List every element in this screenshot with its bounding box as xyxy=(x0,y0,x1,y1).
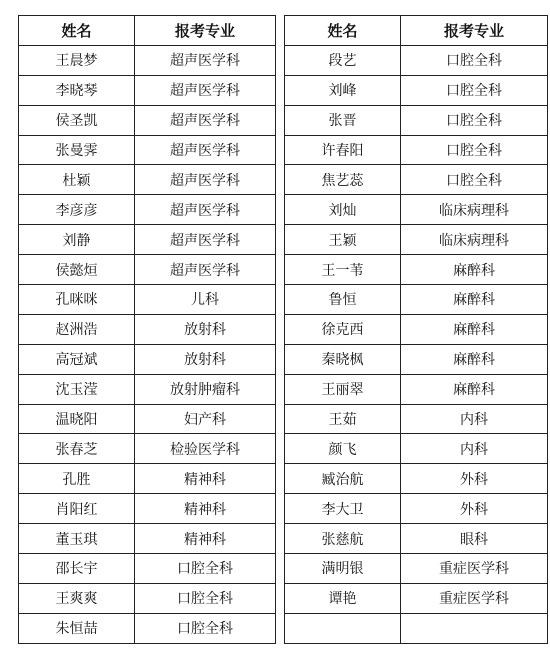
applied-major-cell: 超声医学科 xyxy=(135,105,276,135)
table-row xyxy=(285,524,548,554)
table-row xyxy=(19,165,276,195)
candidate-name-cell: 臧治航 xyxy=(285,464,401,494)
candidate-name-cell: 徐克西 xyxy=(285,314,401,344)
applied-major-cell: 检验医学科 xyxy=(135,434,276,464)
applied-major-cell: 超声医学科 xyxy=(135,75,276,105)
applied-major-cell: 口腔全科 xyxy=(401,45,548,75)
header-row xyxy=(285,16,548,46)
applied-major-cell: 口腔全科 xyxy=(401,135,548,165)
table-row xyxy=(285,255,548,285)
candidate-name-cell: 王一苇 xyxy=(285,255,401,285)
candidate-name-cell: 王颖 xyxy=(285,225,401,255)
candidate-name-cell: 秦晓枫 xyxy=(285,344,401,374)
candidate-name-cell: 李晓琴 xyxy=(19,75,135,105)
table-row xyxy=(285,105,548,135)
candidate-name-cell: 沈玉滢 xyxy=(19,374,135,404)
table-row xyxy=(285,434,548,464)
candidate-name-cell: 高冠斌 xyxy=(19,344,135,374)
table-row xyxy=(19,494,276,524)
table-row xyxy=(285,554,548,584)
table-row xyxy=(285,135,548,165)
table-row xyxy=(19,583,276,613)
applied-major-cell: 精神科 xyxy=(135,494,276,524)
applied-major-cell: 超声医学科 xyxy=(135,195,276,225)
table-row xyxy=(19,524,276,554)
table-row xyxy=(285,165,548,195)
candidate-name-cell: 肖阳红 xyxy=(19,494,135,524)
candidate-name-cell: 孔胜 xyxy=(19,464,135,494)
table-row xyxy=(19,45,276,75)
table-row xyxy=(19,195,276,225)
applied-major-cell: 临床病理科 xyxy=(401,225,548,255)
table-row xyxy=(285,583,548,613)
table-row xyxy=(19,314,276,344)
candidate-name-cell: 刘静 xyxy=(19,225,135,255)
table-row xyxy=(285,344,548,374)
applied-major-cell: 内科 xyxy=(401,404,548,434)
candidate-name-cell: 许春阳 xyxy=(285,135,401,165)
table-row xyxy=(19,135,276,165)
table-row xyxy=(285,314,548,344)
candidate-name-cell: 张曼霁 xyxy=(19,135,135,165)
table-row xyxy=(285,225,548,255)
table-row xyxy=(19,285,276,315)
candidate-name-cell xyxy=(285,613,401,643)
applied-major-cell: 放射科 xyxy=(135,314,276,344)
applied-major-cell: 超声医学科 xyxy=(135,135,276,165)
candidate-name-cell: 焦艺蕊 xyxy=(285,165,401,195)
applied-major-cell: 口腔全科 xyxy=(401,165,548,195)
header-major: 报考专业 xyxy=(401,16,548,46)
candidate-name-cell: 邵长宇 xyxy=(19,554,135,584)
applied-major-cell: 临床病理科 xyxy=(401,195,548,225)
header-row xyxy=(19,16,276,46)
right-roster-table xyxy=(284,15,548,644)
applied-major-cell: 口腔全科 xyxy=(135,613,276,643)
table-row xyxy=(19,105,276,135)
table-row xyxy=(285,195,548,225)
header-name: 姓名 xyxy=(19,16,135,46)
applied-major-cell: 儿科 xyxy=(135,285,276,315)
candidate-name-cell: 张慈航 xyxy=(285,524,401,554)
candidate-name-cell: 侯圣凯 xyxy=(19,105,135,135)
applied-major-cell: 超声医学科 xyxy=(135,45,276,75)
applied-major-cell: 超声医学科 xyxy=(135,255,276,285)
applied-major-cell: 麻醉科 xyxy=(401,374,548,404)
candidate-name-cell: 颜飞 xyxy=(285,434,401,464)
candidate-name-cell: 朱恒喆 xyxy=(19,613,135,643)
candidate-name-cell: 李彦彦 xyxy=(19,195,135,225)
table-row xyxy=(285,45,548,75)
candidate-name-cell: 王茹 xyxy=(285,404,401,434)
candidate-name-cell: 王晨梦 xyxy=(19,45,135,75)
table-row xyxy=(285,404,548,434)
candidate-name-cell: 李大卫 xyxy=(285,494,401,524)
candidate-name-cell: 刘峰 xyxy=(285,75,401,105)
applied-major-cell xyxy=(401,613,548,643)
applied-major-cell: 重症医学科 xyxy=(401,583,548,613)
table-row xyxy=(19,554,276,584)
header-name: 姓名 xyxy=(285,16,401,46)
candidate-name-cell: 董玉琪 xyxy=(19,524,135,554)
table-row xyxy=(19,75,276,105)
applied-major-cell: 精神科 xyxy=(135,464,276,494)
candidate-name-cell: 刘灿 xyxy=(285,195,401,225)
table-row xyxy=(19,344,276,374)
candidate-name-cell: 杜颖 xyxy=(19,165,135,195)
left-roster-table xyxy=(18,15,276,644)
table-row xyxy=(19,464,276,494)
table-row xyxy=(285,494,548,524)
candidate-name-cell: 王爽爽 xyxy=(19,583,135,613)
applied-major-cell: 麻醉科 xyxy=(401,285,548,315)
applied-major-cell: 口腔全科 xyxy=(135,583,276,613)
applied-major-cell: 麻醉科 xyxy=(401,314,548,344)
table-row xyxy=(285,374,548,404)
candidate-name-cell: 赵洲浩 xyxy=(19,314,135,344)
table-row xyxy=(285,285,548,315)
applied-major-cell: 眼科 xyxy=(401,524,548,554)
table-row xyxy=(19,613,276,643)
applied-major-cell: 口腔全科 xyxy=(135,554,276,584)
candidate-name-cell: 满明银 xyxy=(285,554,401,584)
applied-major-cell: 放射肿瘤科 xyxy=(135,374,276,404)
applied-major-cell: 外科 xyxy=(401,494,548,524)
header-major: 报考专业 xyxy=(135,16,276,46)
table-row xyxy=(19,225,276,255)
applied-major-cell: 内科 xyxy=(401,434,548,464)
table-row xyxy=(19,404,276,434)
table-row xyxy=(285,75,548,105)
applied-major-cell: 精神科 xyxy=(135,524,276,554)
applied-major-cell: 口腔全科 xyxy=(401,75,548,105)
table-row xyxy=(19,255,276,285)
candidate-name-cell: 谭艳 xyxy=(285,583,401,613)
table-row xyxy=(285,613,548,643)
applied-major-cell: 妇产科 xyxy=(135,404,276,434)
table-row xyxy=(285,464,548,494)
candidate-name-cell: 鲁恒 xyxy=(285,285,401,315)
applied-major-cell: 重症医学科 xyxy=(401,554,548,584)
applied-major-cell: 麻醉科 xyxy=(401,255,548,285)
candidate-name-cell: 张晋 xyxy=(285,105,401,135)
applied-major-cell: 超声医学科 xyxy=(135,165,276,195)
applied-major-cell: 超声医学科 xyxy=(135,225,276,255)
table-row xyxy=(19,434,276,464)
candidate-name-cell: 温晓阳 xyxy=(19,404,135,434)
candidate-name-cell: 侯懿烜 xyxy=(19,255,135,285)
applied-major-cell: 放射科 xyxy=(135,344,276,374)
candidate-name-cell: 孔咪咪 xyxy=(19,285,135,315)
applied-major-cell: 外科 xyxy=(401,464,548,494)
applied-major-cell: 口腔全科 xyxy=(401,105,548,135)
candidate-name-cell: 张春芝 xyxy=(19,434,135,464)
candidate-name-cell: 段艺 xyxy=(285,45,401,75)
candidate-name-cell: 王丽翠 xyxy=(285,374,401,404)
applied-major-cell: 麻醉科 xyxy=(401,344,548,374)
table-row xyxy=(19,374,276,404)
